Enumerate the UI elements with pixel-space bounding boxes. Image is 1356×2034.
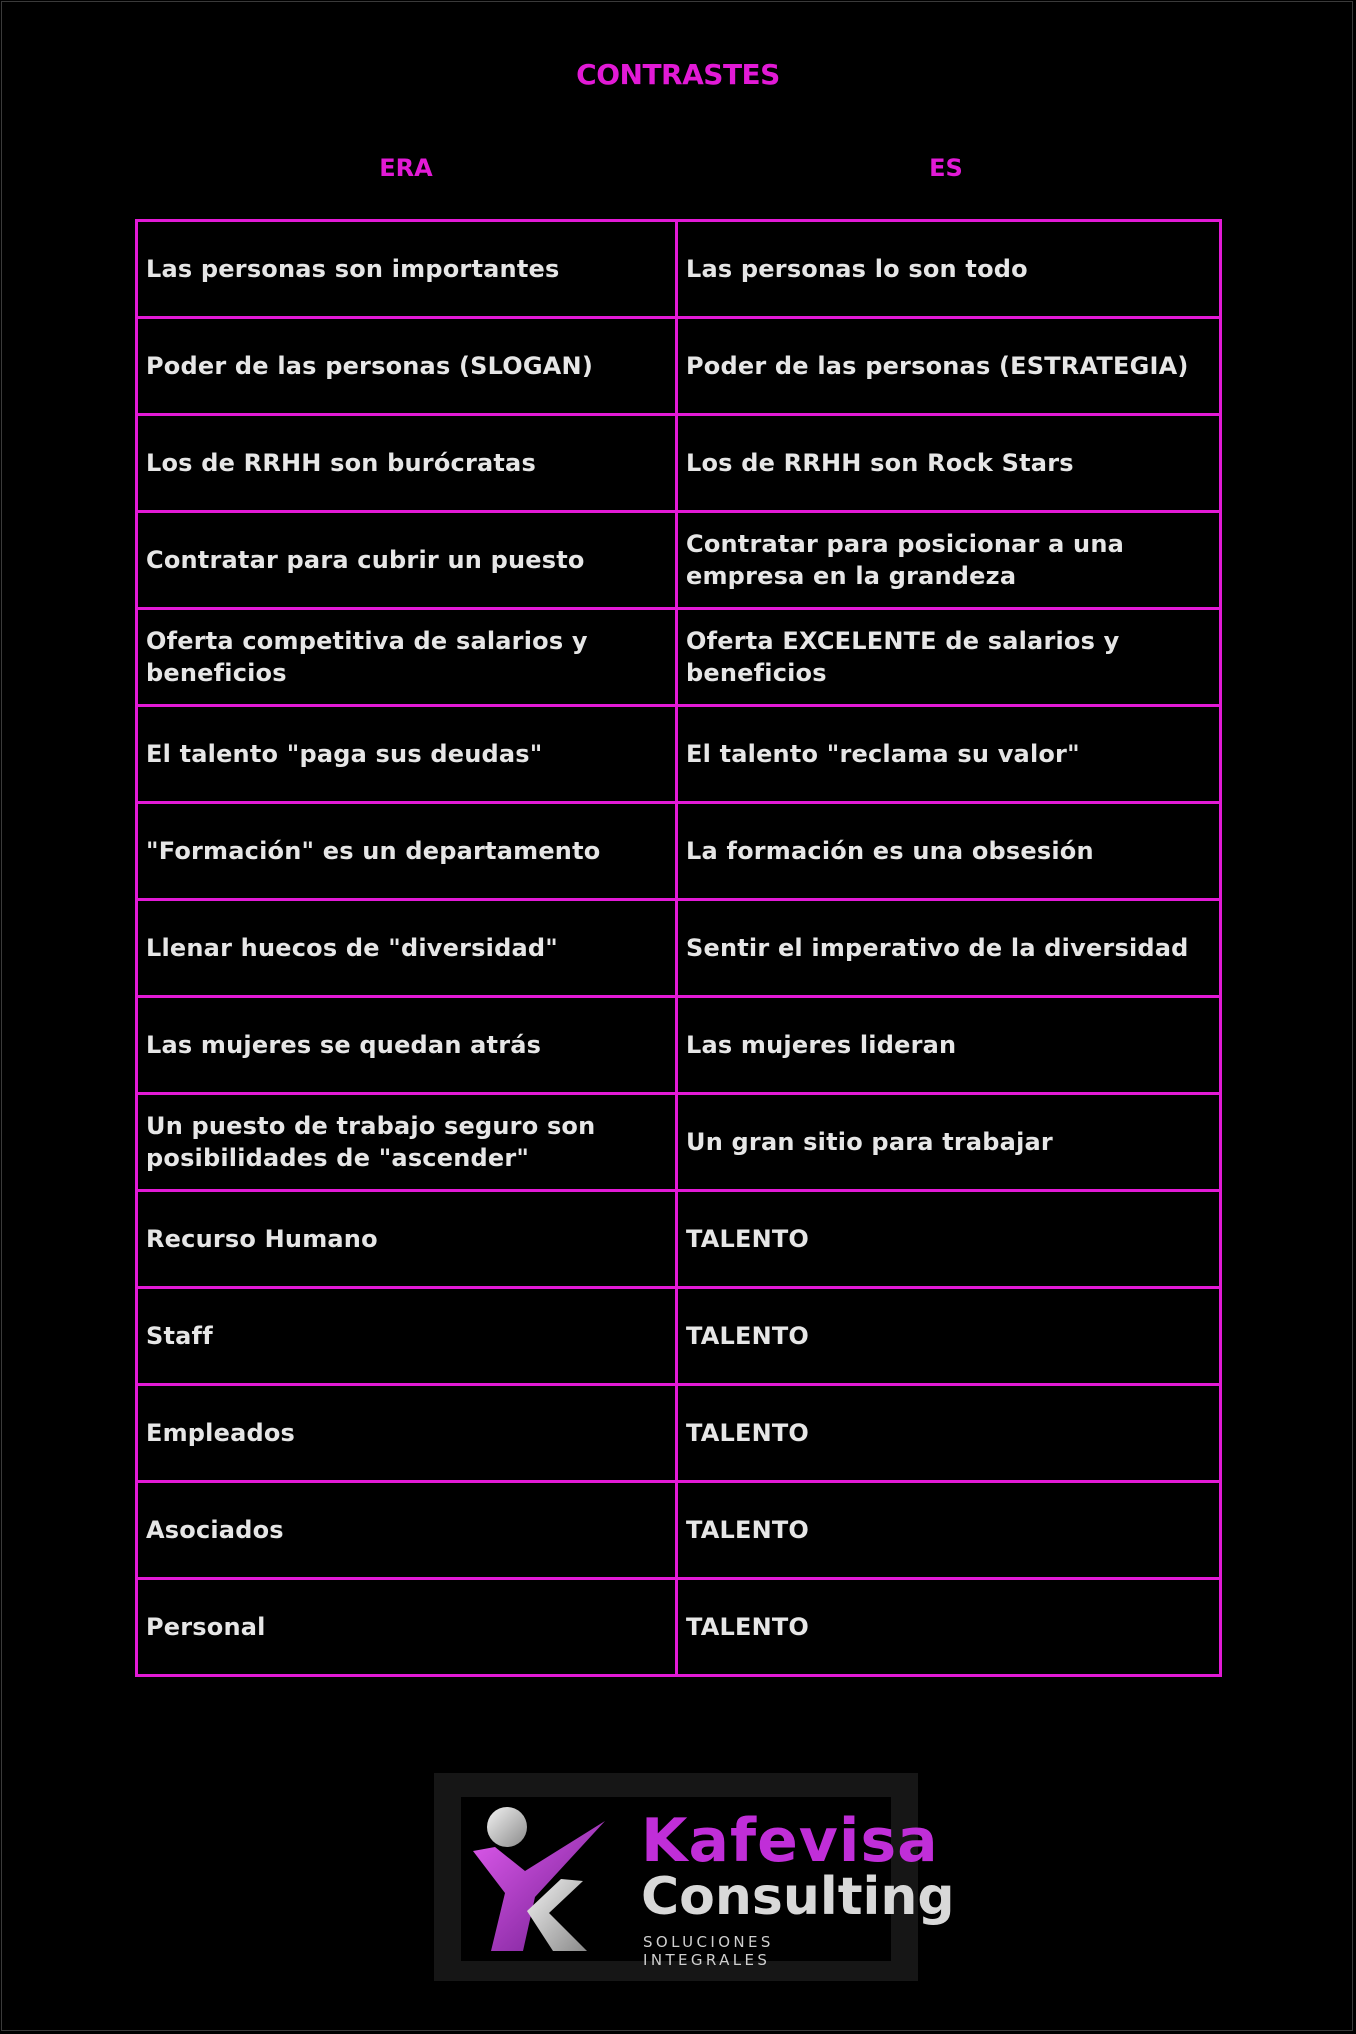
page-title: CONTRASTES [576, 58, 780, 91]
contrasts-table [135, 219, 1222, 1677]
cell-era: Contratar para cubrir un puesto [137, 512, 677, 609]
cell-era: Un puesto de trabajo seguro son posibilidades de "ascender" [137, 1094, 677, 1191]
cell-era: Recurso Humano [137, 1191, 677, 1288]
table-row [137, 1385, 1221, 1482]
table-row [137, 221, 1221, 318]
cell-es: Las mujeres lideran [677, 997, 1221, 1094]
table-row [137, 318, 1221, 415]
cell-era: Asociados [137, 1482, 677, 1579]
cell-era: Poder de las personas (SLOGAN) [137, 318, 677, 415]
column-header-era: ERA [379, 154, 433, 182]
cell-era: Llenar huecos de "diversidad" [137, 900, 677, 997]
cell-es: Un gran sitio para trabajar [677, 1094, 1221, 1191]
table-row [137, 706, 1221, 803]
logo-panel [461, 1797, 955, 1969]
cell-es: TALENTO [677, 1288, 1221, 1385]
logo-sub-name: Consulting [641, 1867, 955, 1927]
column-header-es: ES [929, 154, 963, 182]
cell-es: TALENTO [677, 1191, 1221, 1288]
cell-es: Poder de las personas (ESTRATEGIA) [677, 318, 1221, 415]
person-k-logo-icon [465, 1801, 635, 1957]
table-row [137, 803, 1221, 900]
table-row [137, 1579, 1221, 1676]
cell-era: Las mujeres se quedan atrás [137, 997, 677, 1094]
table-row [137, 900, 1221, 997]
table-row [137, 609, 1221, 706]
cell-es: El talento "reclama su valor" [677, 706, 1221, 803]
company-logo [434, 1773, 955, 1981]
cell-es: Sentir el imperativo de la diversidad [677, 900, 1221, 997]
cell-era: Empleados [137, 1385, 677, 1482]
cell-es: Oferta EXCELENTE de salarios y beneficios [677, 609, 1221, 706]
cell-es: TALENTO [677, 1385, 1221, 1482]
cell-es: TALENTO [677, 1579, 1221, 1676]
cell-era: Oferta competitiva de salarios y beneficios [137, 609, 677, 706]
table-row [137, 1288, 1221, 1385]
cell-era: Staff [137, 1288, 677, 1385]
cell-era: El talento "paga sus deudas" [137, 706, 677, 803]
cell-era: Personal [137, 1579, 677, 1676]
cell-era: Los de RRHH son burócratas [137, 415, 677, 512]
cell-es: Contratar para posicionar a una empresa en la grandeza [677, 512, 1221, 609]
table-row [137, 997, 1221, 1094]
cell-es: Las personas lo son todo [677, 221, 1221, 318]
cell-era: "Formación" es un departamento [137, 803, 677, 900]
cell-era: Las personas son importantes [137, 221, 677, 318]
cell-es: La formación es una obsesión [677, 803, 1221, 900]
cell-es: TALENTO [677, 1482, 1221, 1579]
table-row [137, 1094, 1221, 1191]
logo-tagline: SOLUCIONES INTEGRALES [643, 1933, 774, 1969]
table-row [137, 512, 1221, 609]
table-row [137, 1482, 1221, 1579]
logo-brand-name: Kafevisa [641, 1806, 939, 1876]
cell-es: Los de RRHH son Rock Stars [677, 415, 1221, 512]
table-row [137, 1191, 1221, 1288]
table-row [137, 415, 1221, 512]
